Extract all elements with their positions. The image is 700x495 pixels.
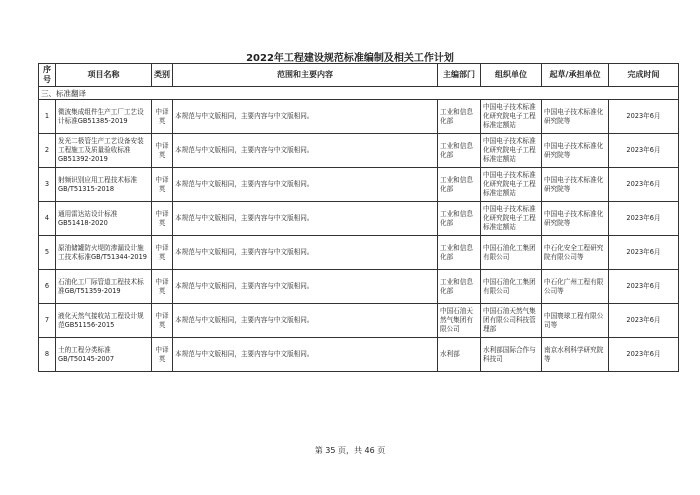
cell-no: 8 xyxy=(39,338,56,372)
cell-drafter: 南京水利科学研究院等 xyxy=(542,338,609,372)
cell-no: 2 xyxy=(39,134,56,168)
table-row xyxy=(39,338,679,372)
cell-category: 中译英 xyxy=(152,100,173,134)
cell-lead: 工业和信息化部 xyxy=(438,100,481,134)
cell-no: 5 xyxy=(39,236,56,270)
cell-category: 中译英 xyxy=(152,270,173,304)
cell-org: 水利部国际合作与科技司 xyxy=(481,338,542,372)
cell-no: 7 xyxy=(39,304,56,338)
cell-deadline: 2023年6月 xyxy=(609,270,679,304)
table-header-row xyxy=(39,64,679,87)
cell-org: 中国石油化工集团有限公司 xyxy=(481,270,542,304)
section-row xyxy=(39,87,679,100)
cell-scope: 本规范与中文版相同，主要内容与中文版相同。 xyxy=(173,304,438,338)
cell-lead: 工业和信息化部 xyxy=(438,168,481,202)
cell-scope: 本规范与中文版相同，主要内容与中文版相同。 xyxy=(173,100,438,134)
cell-lead: 工业和信息化部 xyxy=(438,202,481,236)
cell-deadline: 2023年6月 xyxy=(609,236,679,270)
cell-category: 中译英 xyxy=(152,134,173,168)
cell-name: 发光二极管生产工艺设备安装工程施工及质量验收标准GB51392-2019 xyxy=(56,134,152,168)
cell-name: 石油化工厂际管道工程技术标准GB/T51359-2019 xyxy=(56,270,152,304)
cell-name: 微波集成组件生产工厂工艺设计标准GB51385-2019 xyxy=(56,100,152,134)
table-row xyxy=(39,304,679,338)
cell-scope: 本规范与中文版相同，主要内容与中文版相同。 xyxy=(173,202,438,236)
table-row xyxy=(39,100,679,134)
section-title: 三、标准翻译 xyxy=(39,87,679,100)
cell-org: 中国电子技术标准化研究院电子工程标准定额站 xyxy=(481,134,542,168)
cell-scope: 本规范与中文版相同，主要内容与中文版相同。 xyxy=(173,134,438,168)
cell-deadline: 2023年6月 xyxy=(609,338,679,372)
cell-deadline: 2023年6月 xyxy=(609,304,679,338)
cell-drafter: 中国电子技术标准化研究院等 xyxy=(542,100,609,134)
header-org: 组织单位 xyxy=(481,64,542,87)
table-row xyxy=(39,236,679,270)
header-drafter: 起草/承担单位 xyxy=(542,64,609,87)
cell-org: 中国石油天然气集团有限公司科技管理部 xyxy=(481,304,542,338)
cell-category: 中译英 xyxy=(152,304,173,338)
header-category: 类别 xyxy=(152,64,173,87)
cell-scope: 本规范与中文版相同，主要内容与中文版相同。 xyxy=(173,236,438,270)
cell-name: 射频识别应用工程技术标准GB/T51315-2018 xyxy=(56,168,152,202)
cell-drafter: 中国电子技术标准化研究院等 xyxy=(542,168,609,202)
cell-no: 1 xyxy=(39,100,56,134)
cell-lead: 水利部 xyxy=(438,338,481,372)
cell-no: 6 xyxy=(39,270,56,304)
cell-drafter: 中国电子技术标准化研究院等 xyxy=(542,202,609,236)
cell-category: 中译英 xyxy=(152,168,173,202)
cell-scope: 本规范与中文版相同，主要内容与中文版相同。 xyxy=(173,270,438,304)
header-name: 项目名称 xyxy=(56,64,152,87)
cell-lead: 工业和信息化部 xyxy=(438,236,481,270)
cell-lead: 工业和信息化部 xyxy=(438,134,481,168)
cell-drafter: 中石化安全工程研究院有限公司等 xyxy=(542,236,609,270)
cell-deadline: 2023年6月 xyxy=(609,202,679,236)
header-deadline: 完成时间 xyxy=(609,64,679,87)
header-no: 序号 xyxy=(39,64,56,87)
cell-org: 中国电子技术标准化研究院电子工程标准定额站 xyxy=(481,168,542,202)
cell-no: 3 xyxy=(39,168,56,202)
cell-deadline: 2023年6月 xyxy=(609,100,679,134)
document-title: 2022年工程建设规范标准编制及相关工作计划 xyxy=(246,53,454,64)
page-footer: 第 35 页，共 46 页 xyxy=(314,446,386,455)
cell-scope: 本规范与中文版相同，主要内容与中文版相同。 xyxy=(173,168,438,202)
cell-drafter: 中石化广州工程有限公司等 xyxy=(542,270,609,304)
cell-org: 中国电子技术标准化研究院电子工程标准定额站 xyxy=(481,100,542,134)
cell-deadline: 2023年6月 xyxy=(609,134,679,168)
table-row xyxy=(39,134,679,168)
cell-lead: 工业和信息化部 xyxy=(438,270,481,304)
cell-drafter: 中国寰球工程有限公司等 xyxy=(542,304,609,338)
cell-lead: 中国石油天然气集团有限公司 xyxy=(438,304,481,338)
cell-name: 原油储罐防火堤防渗漏设计施工技术标准GB/T51344-2019 xyxy=(56,236,152,270)
cell-drafter: 中国电子技术标准化研究院等 xyxy=(542,134,609,168)
table-row xyxy=(39,202,679,236)
header-scope: 范围和主要内容 xyxy=(173,64,438,87)
header-lead: 主编部门 xyxy=(438,64,481,87)
cell-scope: 本规范与中文版相同，主要内容与中文版相同。 xyxy=(173,338,438,372)
cell-deadline: 2023年6月 xyxy=(609,168,679,202)
cell-name: 土的工程分类标准GB/T50145-2007 xyxy=(56,338,152,372)
cell-category: 中译英 xyxy=(152,236,173,270)
cell-category: 中译英 xyxy=(152,338,173,372)
table-row xyxy=(39,270,679,304)
table-row xyxy=(39,168,679,202)
cell-name: 通用雷达站设计标准GB51418-2020 xyxy=(56,202,152,236)
cell-org: 中国石油化工集团有限公司 xyxy=(481,236,542,270)
cell-no: 4 xyxy=(39,202,56,236)
plan-table xyxy=(38,63,679,372)
cell-name: 液化天然气接收站工程设计规范GB51156-2015 xyxy=(56,304,152,338)
cell-category: 中译英 xyxy=(152,202,173,236)
cell-org: 中国电子技术标准化研究院电子工程标准定额站 xyxy=(481,202,542,236)
